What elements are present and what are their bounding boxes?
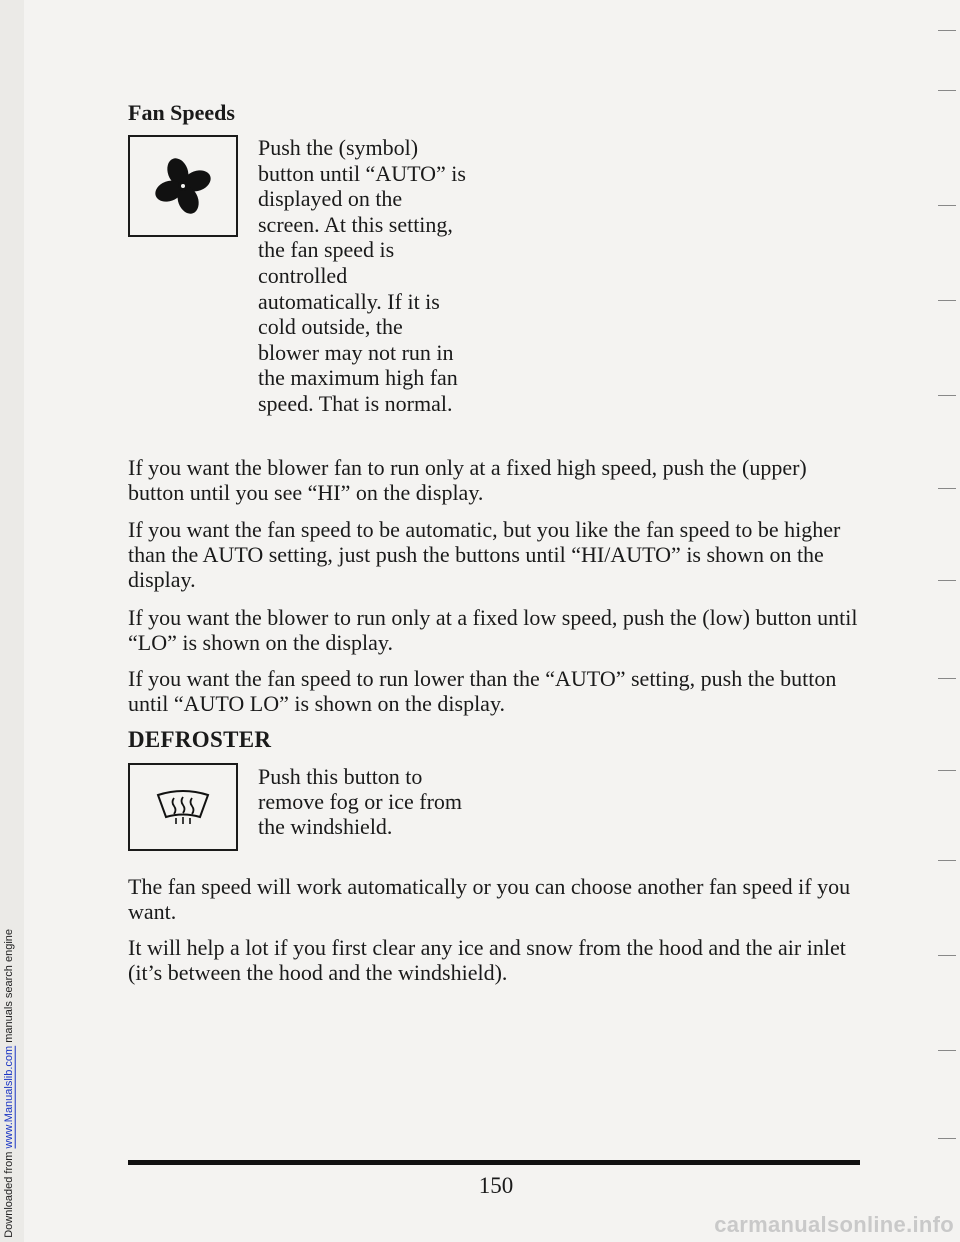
edge-mark	[938, 860, 956, 861]
paragraph-clear-ice: It will help a lot if you first clear any ice and snow from the hood and the air inlet (it’s between the hood and the windshield).	[128, 935, 846, 985]
fan-line: automatically. If it is	[258, 288, 440, 314]
fan-line: the maximum high fan	[258, 365, 458, 391]
fan-speeds-instructions	[258, 135, 466, 417]
paragraph-defroster-fan: The fan speed will work automatically or you can choose another fan speed if you want.	[128, 874, 851, 924]
defroster-heading: DEFROSTER	[128, 727, 272, 752]
defroster-line: remove fog or ice from	[258, 789, 463, 814]
edge-mark	[938, 678, 956, 679]
fan-line: controlled	[258, 262, 348, 288]
fan-line: blower may not run in	[258, 339, 454, 365]
edge-mark	[938, 1138, 956, 1139]
fan-line: Push the (symbol)	[258, 135, 419, 160]
paragraph-low-speed: If you want the blower to run only at a fixed low speed, push the (low) button until “LO” is shown on the display.	[128, 605, 858, 655]
edge-mark	[938, 580, 956, 581]
fan-line: screen. At this setting,	[258, 211, 453, 237]
defroster-line: Push this button to	[258, 764, 423, 789]
defroster-line: the windshield.	[258, 814, 393, 839]
edge-mark	[938, 300, 956, 301]
fan-speeds-heading: Fan Speeds	[128, 100, 235, 125]
paragraph-hi-auto: If you want the fan speed to be automatic, but you like the fan speed to be higher than the AUTO setting, just push the buttons until “HI/AUTO” is shown on the display.	[128, 517, 841, 592]
manualslib-link[interactable]: www.Manualslib.com	[3, 1046, 15, 1149]
download-banner	[3, 929, 15, 1238]
edge-mark	[938, 955, 956, 956]
fan-line: button until “AUTO” is	[258, 160, 466, 186]
fan-line: speed. That is normal.	[258, 390, 453, 416]
paragraph-auto-lo: If you want the fan speed to run lower than the “AUTO” setting, push the button until “AUTO LO” is shown on the display.	[128, 666, 837, 716]
edge-mark	[938, 770, 956, 771]
edge-mark	[938, 1050, 956, 1051]
defroster-instructions	[258, 764, 462, 839]
fan-icon	[150, 153, 216, 219]
edge-mark	[938, 90, 956, 91]
edge-mark	[938, 205, 956, 206]
watermark-text: carmanualsonline.info	[714, 1212, 954, 1237]
fan-line: displayed on the	[258, 186, 403, 212]
banner-suffix: manuals search engine	[3, 929, 15, 1047]
windshield-defroster-icon	[152, 787, 214, 827]
edge-mark	[938, 488, 956, 489]
fan-line: the fan speed is	[258, 237, 395, 263]
paragraph-high-speed: If you want the blower fan to run only at a fixed high speed, push the (upper) button until you see “HI” on the display.	[128, 455, 807, 505]
edge-mark	[938, 30, 956, 31]
banner-prefix: Downloaded from	[3, 1148, 15, 1238]
fan-button-symbol-box	[128, 135, 238, 237]
page-number: 150	[478, 1173, 514, 1198]
fan-line: cold outside, the	[258, 314, 403, 340]
edge-mark	[938, 395, 956, 396]
footer-rule	[128, 1160, 860, 1165]
defroster-button-symbol-box	[128, 763, 238, 851]
